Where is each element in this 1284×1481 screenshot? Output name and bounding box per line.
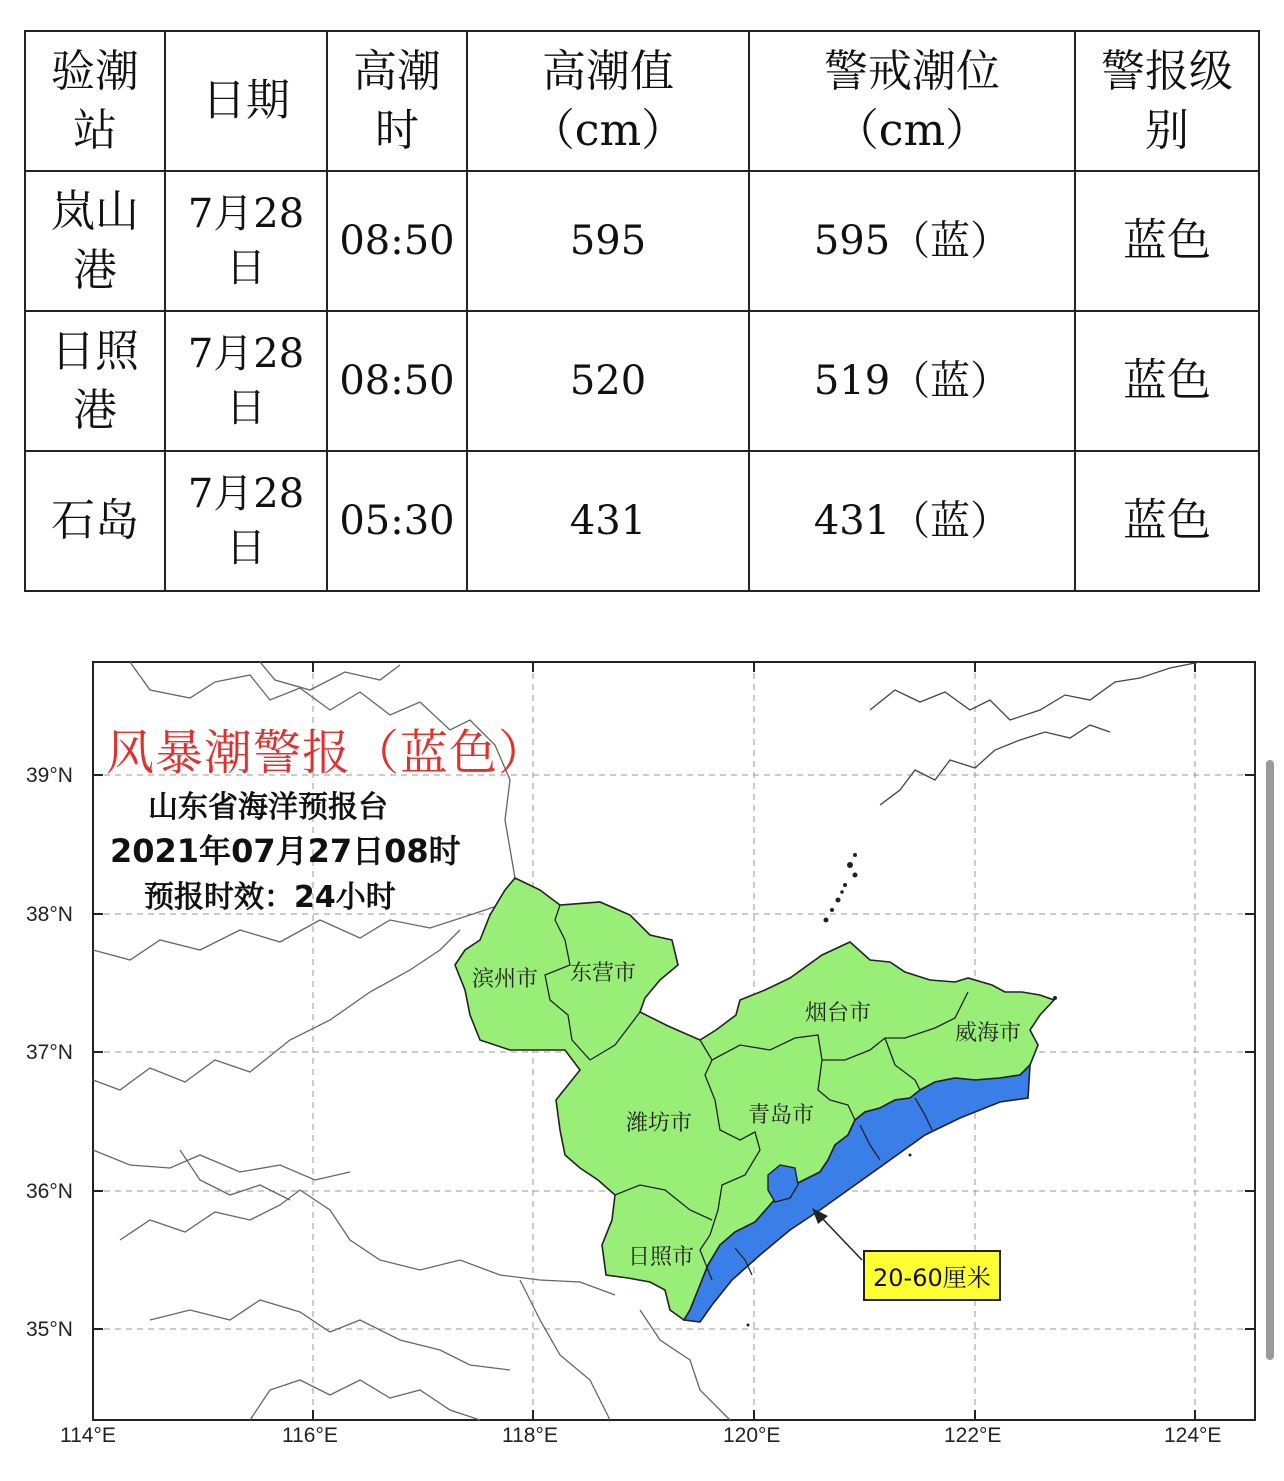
lon-label-122: 122°E <box>944 1424 1002 1447</box>
lon-label-124: 124°E <box>1164 1424 1222 1447</box>
map-valid-period: 预报时效：24小时 <box>144 880 396 915</box>
header-high-tide-value: 高潮值 （cm） <box>467 31 749 171</box>
storm-surge-map <box>0 620 1284 1481</box>
lat-label-38: 38°N <box>26 903 73 926</box>
map-title: 风暴潮警报（蓝色） <box>106 725 548 781</box>
lon-label-116: 116°E <box>282 1424 338 1447</box>
time-cell: 08:50 <box>327 311 467 451</box>
warning-level-cell: 595（蓝） <box>749 171 1075 311</box>
table-row <box>25 171 1259 311</box>
city-label-rizhao: 日照市 <box>628 1245 695 1270</box>
map-issue-time: 2021年07月27日08时 <box>110 832 461 870</box>
table-header-row <box>25 31 1259 171</box>
city-label-weifang: 潍坊市 <box>626 1111 693 1136</box>
header-warning-level: 警戒潮位 （cm） <box>749 31 1075 171</box>
date-cell: 7月28 日 <box>165 451 327 591</box>
header-high-tide-time: 高潮 时 <box>327 31 467 171</box>
high-value-cell: 595 <box>467 171 749 311</box>
city-label-dongying: 东营市 <box>570 961 637 986</box>
table-row <box>25 311 1259 451</box>
surge-range-callout: 20-60厘米 <box>863 1250 1001 1301</box>
time-cell: 08:50 <box>327 171 467 311</box>
high-value-cell: 431 <box>467 451 749 591</box>
date-cell: 7月28 日 <box>165 311 327 451</box>
scrollbar-thumb[interactable] <box>1266 760 1274 1360</box>
lat-label-39: 39°N <box>26 764 73 787</box>
alert-cell: 蓝色 <box>1075 171 1259 311</box>
warning-level-cell: 431（蓝） <box>749 451 1075 591</box>
tide-warning-table <box>24 30 1260 592</box>
header-date: 日期 <box>165 31 327 171</box>
time-cell: 05:30 <box>327 451 467 591</box>
city-label-binzhou: 滨州市 <box>472 967 539 992</box>
lon-label-114: 114°E <box>60 1424 116 1447</box>
date-cell: 7月28 日 <box>165 171 327 311</box>
station-cell: 石岛 <box>25 451 165 591</box>
table-row <box>25 451 1259 591</box>
lon-label-120: 120°E <box>723 1424 781 1447</box>
lat-label-36: 36°N <box>26 1180 73 1203</box>
lat-label-37: 37°N <box>26 1041 73 1064</box>
station-cell: 岚山 港 <box>25 171 165 311</box>
map-issuer: 山东省海洋预报台 <box>148 790 388 825</box>
city-label-qingdao: 青岛市 <box>748 1103 815 1128</box>
alert-cell: 蓝色 <box>1075 451 1259 591</box>
alert-cell: 蓝色 <box>1075 311 1259 451</box>
city-label-weihai: 威海市 <box>955 1021 1022 1046</box>
header-station: 验潮 站 <box>25 31 165 171</box>
high-value-cell: 520 <box>467 311 749 451</box>
station-cell: 日照 港 <box>25 311 165 451</box>
header-alert-grade: 警报级 别 <box>1075 31 1259 171</box>
city-label-yantai: 烟台市 <box>805 1001 872 1026</box>
lat-label-35: 35°N <box>26 1318 73 1341</box>
warning-level-cell: 519（蓝） <box>749 311 1075 451</box>
lon-label-118: 118°E <box>502 1424 558 1447</box>
